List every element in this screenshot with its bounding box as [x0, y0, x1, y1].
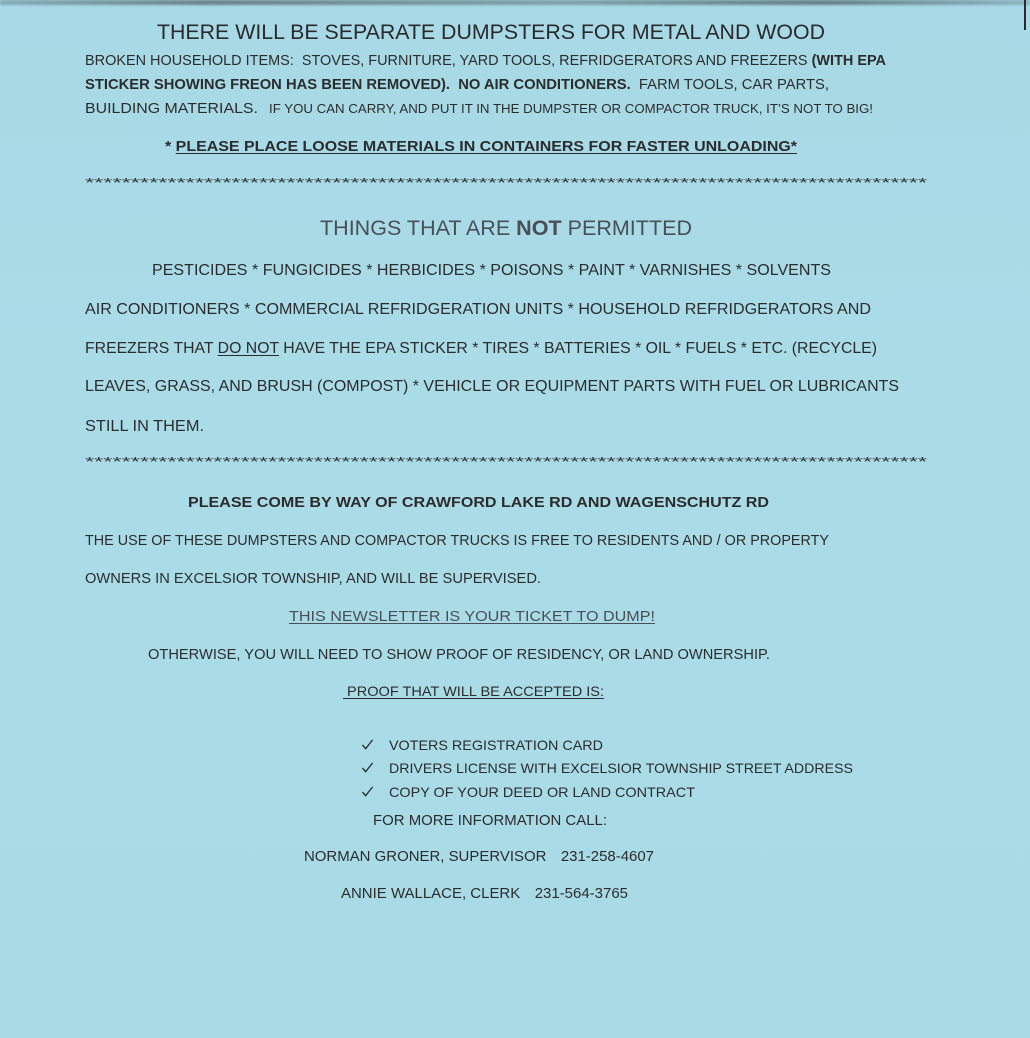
proof-item: [345, 767, 695, 817]
scan-edge-artifact: [0, 0, 1030, 5]
not-permitted-line-5: STILL IN THEM.: [85, 418, 204, 435]
not-permitted-heading: [320, 216, 692, 241]
accepted-items-line-2: [85, 76, 829, 94]
accepted-items-text: FARM TOOLS, CAR PARTS,: [630, 76, 829, 93]
proof-item-text: VOTERS REGISTRATION CARD: [388, 736, 603, 753]
scan-edge-line: [1024, 0, 1026, 30]
accepted-items-text: BROKEN HOUSEHOLD ITEMS: STOVES, FURNITURE, YARD TOOLS, REFRIDGERATORS AND FREEZERS: [85, 52, 812, 69]
contact-phone: 231-564-3765: [534, 886, 628, 902]
contact-heading: FOR MORE INFORMATION CALL:: [373, 813, 607, 829]
not-permitted-text: HAVE THE EPA STICKER * TIRES * BATTERIES * OIL * FUELS * ETC. (RECYCLE): [278, 340, 878, 357]
contact-name: NORMAN GRONER, SUPERVISOR: [304, 849, 547, 865]
proof-notice: OTHERWISE, YOU WILL NEED TO SHOW PROOF OF RESIDENCY, OR LAND OWNERSHIP.: [148, 646, 770, 663]
accepted-items-line-1: [85, 52, 886, 70]
do-not-emphasis: DO NOT: [217, 340, 279, 357]
proof-item-text: COPY OF YOUR DEED OR LAND CONTRACT: [388, 783, 695, 800]
contact-name: ANNIE WALLACE, CLERK: [341, 886, 521, 902]
contact-supervisor: [304, 849, 654, 866]
usage-line-2: OWNERS IN EXCELSIOR TOWNSHIP, AND WILL BE SUPERVISED.: [85, 570, 541, 587]
carry-rule-note: IF YOU CAN CARRY, AND PUT IT IN THE DUMPSTER OR COMPACTOR TRUCK, IT’S NOT TO BIG!: [257, 102, 873, 116]
not-permitted-text: FREEZERS THAT: [85, 340, 218, 357]
proof-item-text: DRIVERS LICENSE WITH EXCELSIOR TOWNSHIP STREET ADDRESS: [388, 759, 853, 776]
flyer-title: THERE WILL BE SEPARATE DUMPSTERS FOR METAL AND WOOD: [157, 21, 825, 44]
contact-clerk: [341, 886, 628, 903]
ticket-notice: THIS NEWSLETTER IS YOUR TICKET TO DUMP!: [289, 608, 655, 625]
usage-line-1: THE USE OF THESE DUMPSTERS AND COMPACTOR TRUCKS IS FREE TO RESIDENTS AND / OR PROPERTY: [85, 532, 829, 549]
accepted-items-emphasis: (WITH EPA: [811, 52, 886, 69]
asterisk-prefix: *: [165, 138, 176, 155]
directions-note: PLEASE COME BY WAY OF CRAWFORD LAKE RD AND WAGENSCHUTZ RD: [188, 494, 769, 511]
not-permitted-line-4: LEAVES, GRASS, AND BRUSH (COMPOST) * VEHICLE OR EQUIPMENT PARTS WITH FUEL OR LUBRICANTS: [85, 378, 899, 395]
checkmark-icon: [361, 785, 374, 798]
loose-materials-text: PLEASE PLACE LOOSE MATERIALS IN CONTAINERS FOR FASTER UNLOADING*: [175, 138, 797, 155]
loose-materials-note: [165, 138, 797, 156]
accepted-items-line-3: [85, 100, 873, 118]
not-permitted-line-1: PESTICIDES * FUNGICIDES * HERBICIDES * POISONS * PAINT * VARNISHES * SOLVENTS: [152, 262, 832, 279]
not-permitted-line-3: [85, 340, 877, 359]
accepted-items-text: BUILDING MATERIALS.: [85, 100, 258, 117]
asterisk-divider: ********************************************************************************************: [85, 454, 927, 469]
heading-text: PERMITTED: [561, 217, 692, 240]
heading-emphasis: NOT: [516, 217, 562, 240]
proof-heading: PROOF THAT WILL BE ACCEPTED IS:: [343, 683, 604, 699]
accepted-items-emphasis: STICKER SHOWING FREON HAS BEEN REMOVED). NO AIR CONDITIONERS.: [85, 76, 631, 93]
asterisk-divider: ********************************************************************************************: [85, 175, 927, 190]
not-permitted-line-2: AIR CONDITIONERS * COMMERCIAL REFRIDGERATION UNITS * HOUSEHOLD REFRIDGERATORS AND: [85, 301, 871, 318]
heading-text: THINGS THAT ARE: [320, 217, 517, 240]
contact-phone: 231-258-4607: [560, 849, 654, 865]
